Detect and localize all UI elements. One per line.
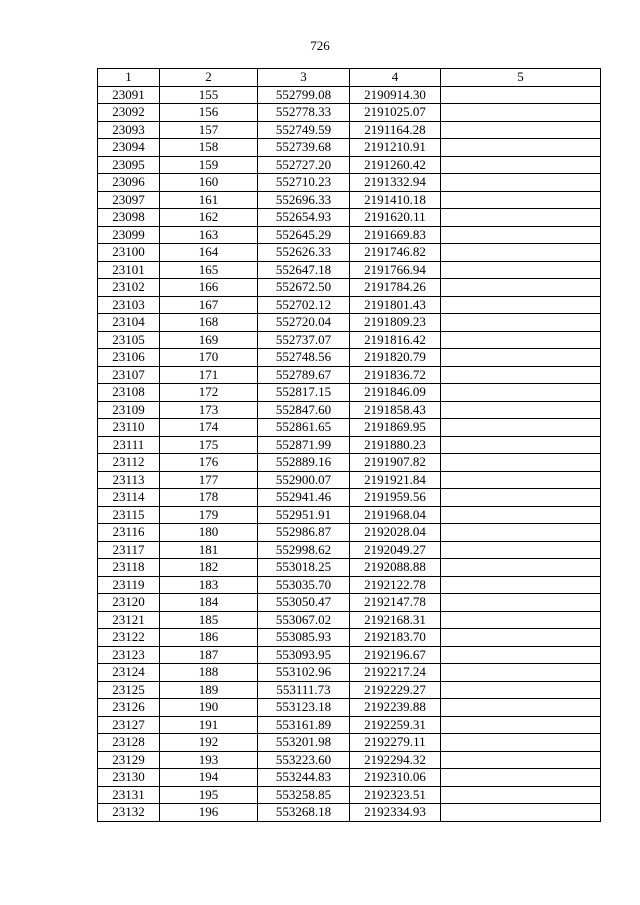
table-row — [98, 716, 601, 734]
note-cell — [441, 261, 601, 279]
note-cell — [441, 699, 601, 717]
y-coordinate-cell: 2192217.24 — [350, 664, 441, 682]
x-coordinate-cell: 553161.89 — [258, 716, 350, 734]
x-coordinate-cell: 553268.18 — [258, 804, 350, 822]
point-id-cell: 23108 — [98, 384, 160, 402]
point-number-cell: 185 — [160, 611, 258, 629]
table-row — [98, 559, 601, 577]
x-coordinate-cell: 553111.73 — [258, 681, 350, 699]
x-coordinate-cell: 552737.07 — [258, 331, 350, 349]
table-row — [98, 244, 601, 262]
point-number-cell: 168 — [160, 314, 258, 332]
header-cell-1: 1 — [98, 69, 160, 87]
x-coordinate-cell: 552710.23 — [258, 174, 350, 192]
note-cell — [441, 384, 601, 402]
note-cell — [441, 576, 601, 594]
x-coordinate-cell: 552702.12 — [258, 296, 350, 314]
table-row — [98, 751, 601, 769]
x-coordinate-cell: 553085.93 — [258, 629, 350, 647]
point-number-cell: 166 — [160, 279, 258, 297]
point-number-cell: 176 — [160, 454, 258, 472]
point-id-cell: 23107 — [98, 366, 160, 384]
point-number-cell: 155 — [160, 86, 258, 104]
point-number-cell: 196 — [160, 804, 258, 822]
point-id-cell: 23106 — [98, 349, 160, 367]
x-coordinate-cell: 552986.87 — [258, 524, 350, 542]
x-coordinate-cell: 553244.83 — [258, 769, 350, 787]
point-number-cell: 190 — [160, 699, 258, 717]
y-coordinate-cell: 2191766.94 — [350, 261, 441, 279]
page-number: 726 — [310, 38, 330, 53]
point-id-cell: 23112 — [98, 454, 160, 472]
y-coordinate-cell: 2192279.11 — [350, 734, 441, 752]
point-id-cell: 23098 — [98, 209, 160, 227]
header-cell-3: 3 — [258, 69, 350, 87]
table-row — [98, 104, 601, 122]
y-coordinate-cell: 2192294.32 — [350, 751, 441, 769]
x-coordinate-cell: 552626.33 — [258, 244, 350, 262]
y-coordinate-cell: 2191332.94 — [350, 174, 441, 192]
note-cell — [441, 629, 601, 647]
table-row — [98, 594, 601, 612]
y-coordinate-cell: 2191620.11 — [350, 209, 441, 227]
point-number-cell: 187 — [160, 646, 258, 664]
note-cell — [441, 786, 601, 804]
x-coordinate-cell: 552696.33 — [258, 191, 350, 209]
point-number-cell: 189 — [160, 681, 258, 699]
point-number-cell: 159 — [160, 156, 258, 174]
x-coordinate-cell: 552847.60 — [258, 401, 350, 419]
table-row — [98, 471, 601, 489]
note-cell — [441, 489, 601, 507]
table-row — [98, 664, 601, 682]
x-coordinate-cell: 552998.62 — [258, 541, 350, 559]
point-id-cell: 23109 — [98, 401, 160, 419]
point-id-cell: 23132 — [98, 804, 160, 822]
y-coordinate-cell: 2192259.31 — [350, 716, 441, 734]
point-id-cell: 23097 — [98, 191, 160, 209]
x-coordinate-cell: 552748.56 — [258, 349, 350, 367]
note-cell — [441, 419, 601, 437]
point-number-cell: 165 — [160, 261, 258, 279]
point-id-cell: 23124 — [98, 664, 160, 682]
point-id-cell: 23125 — [98, 681, 160, 699]
point-id-cell: 23114 — [98, 489, 160, 507]
coordinates-table — [97, 68, 601, 822]
point-number-cell: 183 — [160, 576, 258, 594]
x-coordinate-cell: 553050.47 — [258, 594, 350, 612]
point-id-cell: 23101 — [98, 261, 160, 279]
note-cell — [441, 191, 601, 209]
x-coordinate-cell: 552727.20 — [258, 156, 350, 174]
note-cell — [441, 751, 601, 769]
x-coordinate-cell: 552789.67 — [258, 366, 350, 384]
note-cell — [441, 86, 601, 104]
note-cell — [441, 331, 601, 349]
note-cell — [441, 471, 601, 489]
x-coordinate-cell: 552941.46 — [258, 489, 350, 507]
point-id-cell: 23099 — [98, 226, 160, 244]
y-coordinate-cell: 2192088.88 — [350, 559, 441, 577]
point-number-cell: 195 — [160, 786, 258, 804]
note-cell — [441, 506, 601, 524]
table-row — [98, 139, 601, 157]
x-coordinate-cell: 552672.50 — [258, 279, 350, 297]
y-coordinate-cell: 2192196.67 — [350, 646, 441, 664]
point-number-cell: 164 — [160, 244, 258, 262]
point-number-cell: 186 — [160, 629, 258, 647]
point-id-cell: 23122 — [98, 629, 160, 647]
point-id-cell: 23104 — [98, 314, 160, 332]
point-id-cell: 23131 — [98, 786, 160, 804]
y-coordinate-cell: 2192122.78 — [350, 576, 441, 594]
y-coordinate-cell: 2191669.83 — [350, 226, 441, 244]
x-coordinate-cell: 553123.18 — [258, 699, 350, 717]
table-row — [98, 734, 601, 752]
x-coordinate-cell: 553093.95 — [258, 646, 350, 664]
note-cell — [441, 664, 601, 682]
point-id-cell: 23115 — [98, 506, 160, 524]
note-cell — [441, 209, 601, 227]
note-cell — [441, 594, 601, 612]
x-coordinate-cell: 552720.04 — [258, 314, 350, 332]
note-cell — [441, 804, 601, 822]
x-coordinate-cell: 552739.68 — [258, 139, 350, 157]
y-coordinate-cell: 2192229.27 — [350, 681, 441, 699]
header-row — [98, 69, 601, 87]
point-number-cell: 175 — [160, 436, 258, 454]
note-cell — [441, 104, 601, 122]
table-row — [98, 506, 601, 524]
note-cell — [441, 296, 601, 314]
point-number-cell: 169 — [160, 331, 258, 349]
x-coordinate-cell: 552871.99 — [258, 436, 350, 454]
point-id-cell: 23118 — [98, 559, 160, 577]
point-id-cell: 23127 — [98, 716, 160, 734]
x-coordinate-cell: 552951.91 — [258, 506, 350, 524]
point-number-cell: 177 — [160, 471, 258, 489]
note-cell — [441, 734, 601, 752]
table-row — [98, 681, 601, 699]
header-cell-4: 4 — [350, 69, 441, 87]
y-coordinate-cell: 2191410.18 — [350, 191, 441, 209]
point-id-cell: 23110 — [98, 419, 160, 437]
note-cell — [441, 244, 601, 262]
point-number-cell: 167 — [160, 296, 258, 314]
note-cell — [441, 366, 601, 384]
point-number-cell: 174 — [160, 419, 258, 437]
table-row — [98, 646, 601, 664]
y-coordinate-cell: 2192147.78 — [350, 594, 441, 612]
table-row — [98, 786, 601, 804]
point-number-cell: 182 — [160, 559, 258, 577]
note-cell — [441, 226, 601, 244]
y-coordinate-cell: 2191968.04 — [350, 506, 441, 524]
point-id-cell: 23121 — [98, 611, 160, 629]
point-number-cell: 156 — [160, 104, 258, 122]
table-row — [98, 629, 601, 647]
y-coordinate-cell: 2191959.56 — [350, 489, 441, 507]
header-cell-2: 2 — [160, 69, 258, 87]
point-number-cell: 179 — [160, 506, 258, 524]
point-number-cell: 178 — [160, 489, 258, 507]
table-row — [98, 454, 601, 472]
table-row — [98, 191, 601, 209]
y-coordinate-cell: 2192334.93 — [350, 804, 441, 822]
x-coordinate-cell: 552900.07 — [258, 471, 350, 489]
y-coordinate-cell: 2191836.72 — [350, 366, 441, 384]
point-id-cell: 23119 — [98, 576, 160, 594]
x-coordinate-cell: 552647.18 — [258, 261, 350, 279]
point-number-cell: 191 — [160, 716, 258, 734]
point-id-cell: 23102 — [98, 279, 160, 297]
x-coordinate-cell: 552817.15 — [258, 384, 350, 402]
note-cell — [441, 401, 601, 419]
table-row — [98, 314, 601, 332]
point-id-cell: 23120 — [98, 594, 160, 612]
y-coordinate-cell: 2191846.09 — [350, 384, 441, 402]
point-id-cell: 23100 — [98, 244, 160, 262]
point-id-cell: 23093 — [98, 121, 160, 139]
table-row — [98, 121, 601, 139]
table-row — [98, 296, 601, 314]
x-coordinate-cell: 553102.96 — [258, 664, 350, 682]
y-coordinate-cell: 2191809.23 — [350, 314, 441, 332]
table-row — [98, 489, 601, 507]
table-row — [98, 384, 601, 402]
point-id-cell: 23113 — [98, 471, 160, 489]
point-number-cell: 158 — [160, 139, 258, 157]
table-body — [98, 86, 601, 821]
table-row — [98, 401, 601, 419]
point-id-cell: 23117 — [98, 541, 160, 559]
point-id-cell: 23128 — [98, 734, 160, 752]
point-id-cell: 23092 — [98, 104, 160, 122]
point-id-cell: 23096 — [98, 174, 160, 192]
y-coordinate-cell: 2191784.26 — [350, 279, 441, 297]
point-number-cell: 192 — [160, 734, 258, 752]
table-row — [98, 156, 601, 174]
y-coordinate-cell: 2191801.43 — [350, 296, 441, 314]
y-coordinate-cell: 2191880.23 — [350, 436, 441, 454]
note-cell — [441, 611, 601, 629]
point-number-cell: 180 — [160, 524, 258, 542]
note-cell — [441, 436, 601, 454]
point-number-cell: 160 — [160, 174, 258, 192]
y-coordinate-cell: 2192049.27 — [350, 541, 441, 559]
note-cell — [441, 524, 601, 542]
point-id-cell: 23126 — [98, 699, 160, 717]
note-cell — [441, 279, 601, 297]
table-row — [98, 86, 601, 104]
point-id-cell: 23130 — [98, 769, 160, 787]
y-coordinate-cell: 2191746.82 — [350, 244, 441, 262]
point-id-cell: 23091 — [98, 86, 160, 104]
header-cell-5: 5 — [441, 69, 601, 87]
table-row — [98, 209, 601, 227]
point-number-cell: 193 — [160, 751, 258, 769]
table-header — [98, 69, 601, 87]
table-row — [98, 349, 601, 367]
point-id-cell: 23095 — [98, 156, 160, 174]
point-number-cell: 162 — [160, 209, 258, 227]
x-coordinate-cell: 552778.33 — [258, 104, 350, 122]
x-coordinate-cell: 553223.60 — [258, 751, 350, 769]
table-row — [98, 611, 601, 629]
y-coordinate-cell: 2191858.43 — [350, 401, 441, 419]
point-number-cell: 188 — [160, 664, 258, 682]
y-coordinate-cell: 2191869.95 — [350, 419, 441, 437]
table-row — [98, 279, 601, 297]
note-cell — [441, 314, 601, 332]
point-number-cell: 170 — [160, 349, 258, 367]
y-coordinate-cell: 2192168.31 — [350, 611, 441, 629]
point-id-cell: 23111 — [98, 436, 160, 454]
table-row — [98, 541, 601, 559]
point-id-cell: 23094 — [98, 139, 160, 157]
point-id-cell: 23105 — [98, 331, 160, 349]
table-row — [98, 331, 601, 349]
point-number-cell: 163 — [160, 226, 258, 244]
x-coordinate-cell: 553018.25 — [258, 559, 350, 577]
point-number-cell: 172 — [160, 384, 258, 402]
point-number-cell: 161 — [160, 191, 258, 209]
x-coordinate-cell: 552889.16 — [258, 454, 350, 472]
x-coordinate-cell: 553067.02 — [258, 611, 350, 629]
x-coordinate-cell: 552799.08 — [258, 86, 350, 104]
note-cell — [441, 156, 601, 174]
table-row — [98, 366, 601, 384]
y-coordinate-cell: 2192239.88 — [350, 699, 441, 717]
table-row — [98, 699, 601, 717]
x-coordinate-cell: 553258.85 — [258, 786, 350, 804]
point-number-cell: 184 — [160, 594, 258, 612]
y-coordinate-cell: 2191025.07 — [350, 104, 441, 122]
y-coordinate-cell: 2192183.70 — [350, 629, 441, 647]
x-coordinate-cell: 552654.93 — [258, 209, 350, 227]
point-number-cell: 157 — [160, 121, 258, 139]
x-coordinate-cell: 552645.29 — [258, 226, 350, 244]
y-coordinate-cell: 2191921.84 — [350, 471, 441, 489]
note-cell — [441, 559, 601, 577]
y-coordinate-cell: 2191816.42 — [350, 331, 441, 349]
table-row — [98, 524, 601, 542]
x-coordinate-cell: 553201.98 — [258, 734, 350, 752]
x-coordinate-cell: 552861.65 — [258, 419, 350, 437]
point-number-cell: 171 — [160, 366, 258, 384]
table-row — [98, 174, 601, 192]
table-row — [98, 436, 601, 454]
y-coordinate-cell: 2191164.28 — [350, 121, 441, 139]
note-cell — [441, 646, 601, 664]
table-row — [98, 419, 601, 437]
y-coordinate-cell: 2191260.42 — [350, 156, 441, 174]
table-row — [98, 769, 601, 787]
point-number-cell: 181 — [160, 541, 258, 559]
y-coordinate-cell: 2191907.82 — [350, 454, 441, 472]
note-cell — [441, 139, 601, 157]
table-row — [98, 261, 601, 279]
point-id-cell: 23116 — [98, 524, 160, 542]
table-row — [98, 576, 601, 594]
y-coordinate-cell: 2192310.06 — [350, 769, 441, 787]
point-number-cell: 173 — [160, 401, 258, 419]
y-coordinate-cell: 2190914.30 — [350, 86, 441, 104]
note-cell — [441, 541, 601, 559]
note-cell — [441, 349, 601, 367]
x-coordinate-cell: 552749.59 — [258, 121, 350, 139]
y-coordinate-cell: 2192323.51 — [350, 786, 441, 804]
y-coordinate-cell: 2191820.79 — [350, 349, 441, 367]
note-cell — [441, 681, 601, 699]
note-cell — [441, 121, 601, 139]
note-cell — [441, 454, 601, 472]
note-cell — [441, 769, 601, 787]
y-coordinate-cell: 2191210.91 — [350, 139, 441, 157]
point-id-cell: 23129 — [98, 751, 160, 769]
y-coordinate-cell: 2192028.04 — [350, 524, 441, 542]
table-row — [98, 226, 601, 244]
point-number-cell: 194 — [160, 769, 258, 787]
point-id-cell: 23103 — [98, 296, 160, 314]
table-row — [98, 804, 601, 822]
x-coordinate-cell: 553035.70 — [258, 576, 350, 594]
note-cell — [441, 174, 601, 192]
note-cell — [441, 716, 601, 734]
point-id-cell: 23123 — [98, 646, 160, 664]
